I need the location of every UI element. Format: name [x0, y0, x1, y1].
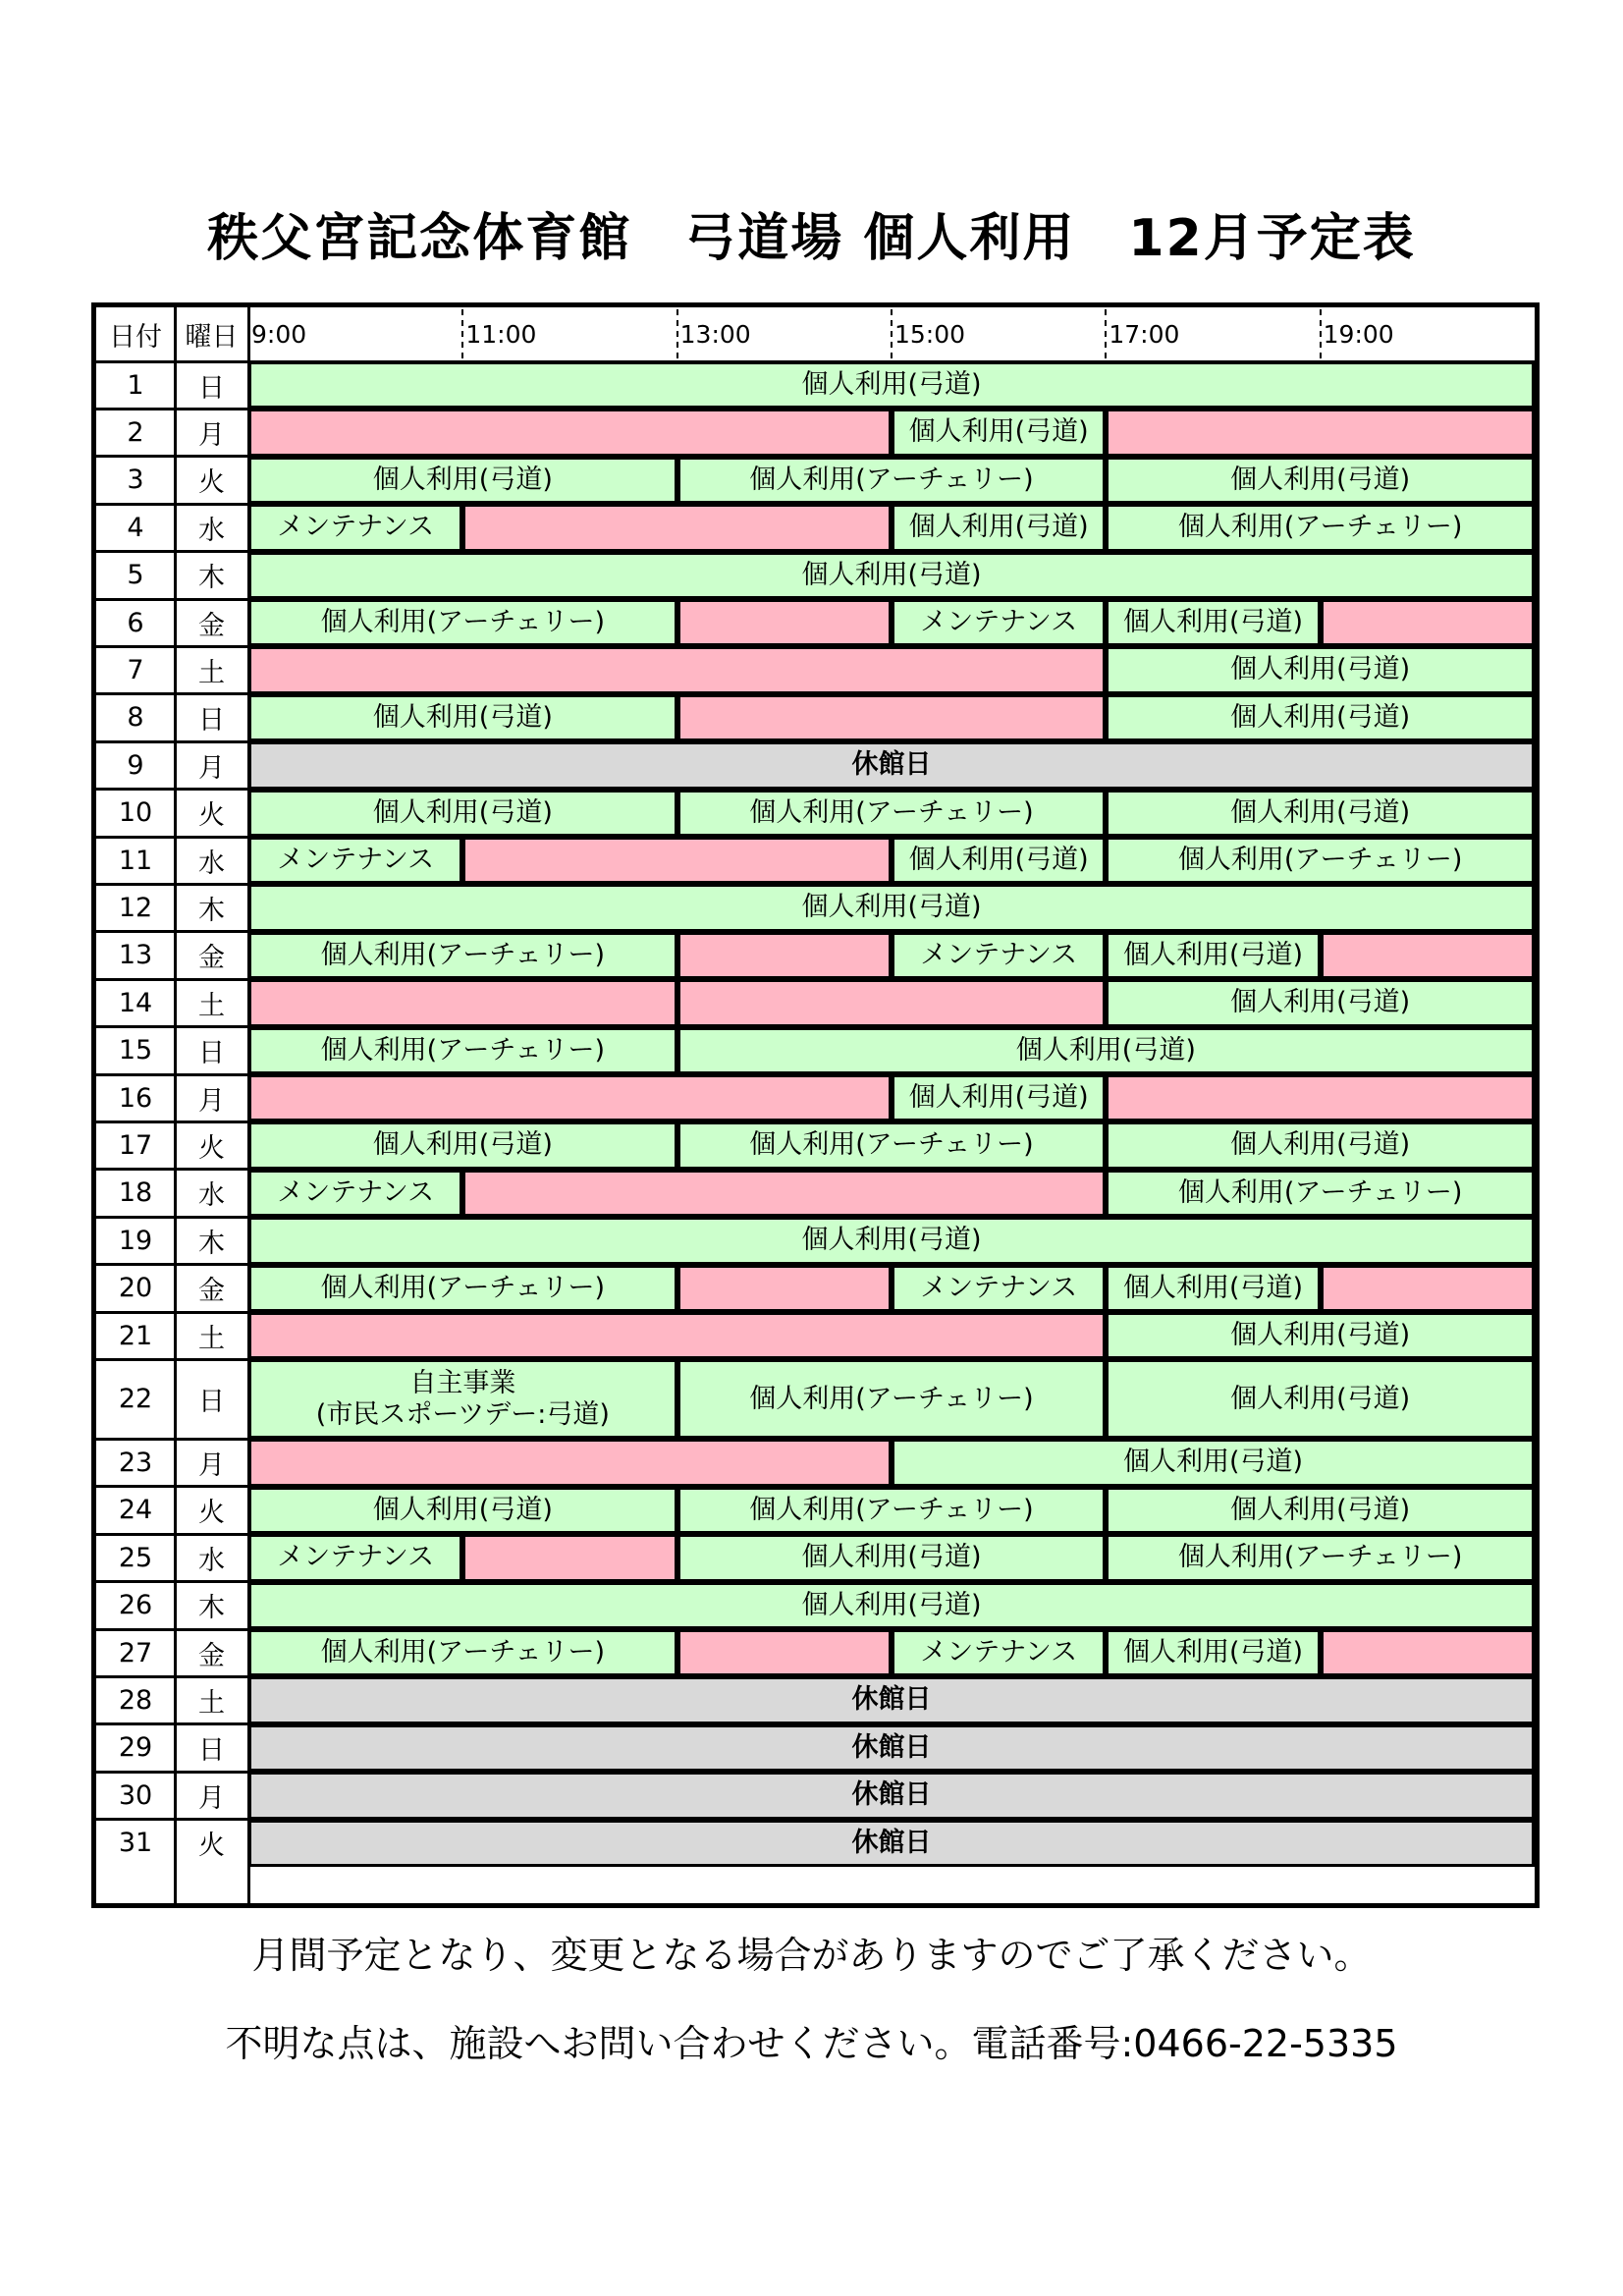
unavailable-block	[248, 1312, 1106, 1359]
schedule-block: 個人利用(弓道)	[248, 457, 677, 504]
date-cell: 1	[127, 369, 144, 401]
schedule-block: 個人利用(弓道)	[1106, 694, 1535, 741]
unavailable-block	[248, 979, 677, 1026]
notice-contact: 不明な点は、施設へお問い合わせください。電話番号:0466-22-5335	[225, 2022, 1398, 2065]
weekday-cell: 木	[198, 1228, 225, 1259]
schedule-block: 個人利用(弓道)	[1106, 932, 1320, 979]
date-cell: 16	[118, 1082, 153, 1114]
schedule-block: メンテナンス	[248, 1534, 462, 1581]
schedule-block: メンテナンス	[892, 599, 1106, 646]
date-cell: 22	[118, 1384, 153, 1415]
date-cell: 5	[127, 560, 144, 591]
weekday-cell: 木	[198, 1593, 225, 1624]
date-cell: 29	[118, 1732, 153, 1764]
unavailable-block	[1106, 409, 1535, 456]
time-label: 17:00	[1109, 320, 1180, 349]
schedule-block: 個人利用(アーチェリー)	[1106, 504, 1535, 551]
schedule-block: 個人利用(弓道)	[248, 1121, 677, 1169]
date-cell: 2	[127, 417, 144, 449]
weekday-cell: 火	[198, 800, 225, 832]
weekday-cell: 金	[198, 943, 225, 974]
unavailable-block	[677, 1265, 892, 1312]
unavailable-block	[1106, 1074, 1535, 1121]
closed-day-block: 休館日	[248, 1772, 1535, 1819]
date-cell: 19	[118, 1225, 153, 1256]
schedule-block: 個人利用(弓道)	[892, 1439, 1535, 1486]
weekday-cell: 月	[198, 420, 225, 452]
schedule-block: 個人利用(アーチェリー)	[1106, 1534, 1535, 1581]
unavailable-block	[248, 1074, 892, 1121]
date-cell: 6	[127, 607, 144, 638]
weekday-cell: 土	[198, 1323, 225, 1354]
date-cell: 13	[118, 940, 153, 971]
schedule-table	[91, 302, 1540, 1908]
schedule-block: メンテナンス	[248, 504, 462, 551]
schedule-block: 個人利用(アーチェリー)	[248, 932, 677, 979]
date-cell: 23	[118, 1448, 153, 1479]
date-cell: 15	[118, 1035, 153, 1066]
weekday-cell: 水	[198, 847, 225, 879]
unavailable-block	[462, 1534, 676, 1581]
time-label: 19:00	[1323, 320, 1394, 349]
weekday-cell: 土	[198, 658, 225, 689]
schedule-block: 個人利用(アーチェリー)	[248, 1027, 677, 1074]
date-cell: 7	[127, 655, 144, 686]
weekday-cell: 金	[198, 1640, 225, 1671]
unavailable-block	[248, 646, 1106, 693]
weekday-cell: 木	[198, 896, 225, 927]
date-cell: 8	[127, 702, 144, 734]
schedule-block: 個人利用(弓道)	[892, 504, 1106, 551]
date-cell: 3	[127, 465, 144, 496]
time-tick	[676, 309, 678, 358]
schedule-block: 個人利用(弓道)	[248, 361, 1535, 409]
date-cell: 14	[118, 987, 153, 1018]
unavailable-block	[1321, 599, 1535, 646]
weekday-cell: 火	[198, 1498, 225, 1529]
time-tick	[891, 309, 893, 358]
date-cell: 27	[118, 1637, 153, 1668]
date-cell: 21	[118, 1320, 153, 1351]
weekday-cell: 月	[198, 1085, 225, 1117]
weekday-cell: 日	[198, 1735, 225, 1767]
schedule-block: 個人利用(弓道)	[248, 1487, 677, 1534]
weekday-cell: 水	[198, 515, 225, 546]
schedule-block: 個人利用(弓道)	[1106, 457, 1535, 504]
header-date-label: 日付	[109, 322, 162, 353]
schedule-block: 個人利用(弓道)	[1106, 790, 1535, 837]
schedule-block: 個人利用(アーチェリー)	[248, 599, 677, 646]
schedule-block-label-line: 自主事業	[409, 1367, 516, 1398]
date-cell: 31	[118, 1828, 153, 1859]
date-cell: 11	[118, 845, 153, 876]
schedule-block: 個人利用(アーチェリー)	[1106, 837, 1535, 884]
time-label: 9:00	[251, 320, 307, 349]
unavailable-block	[462, 504, 892, 551]
weekday-cell: 火	[198, 467, 225, 499]
schedule-block: 個人利用(弓道)	[1106, 599, 1320, 646]
unavailable-block	[1321, 1265, 1535, 1312]
closed-day-block: 休館日	[248, 1724, 1535, 1772]
date-cell: 24	[118, 1495, 153, 1526]
schedule-block	[248, 1359, 677, 1439]
date-cell: 26	[118, 1590, 153, 1621]
weekday-cell: 火	[198, 1133, 225, 1165]
schedule-block: 個人利用(弓道)	[1106, 1265, 1320, 1312]
notice-change: 月間予定となり、変更となる場合がありますのでご了承ください。	[251, 1934, 1372, 1977]
date-cell: 12	[118, 893, 153, 924]
schedule-block: 個人利用(アーチェリー)	[248, 1629, 677, 1676]
weekday-cell: 月	[198, 752, 225, 784]
closed-day-block: 休館日	[248, 741, 1535, 789]
schedule-block: 個人利用(弓道)	[248, 694, 677, 741]
page-title: 秩父宮記念体育館 弓道場 個人利用 12月予定表	[207, 209, 1416, 268]
time-label: 11:00	[465, 320, 537, 349]
weekday-cell: 日	[198, 1387, 225, 1418]
weekday-cell: 日	[198, 1038, 225, 1069]
unavailable-block	[677, 979, 1107, 1026]
weekday-cell: 火	[198, 1831, 225, 1862]
schedule-block: メンテナンス	[892, 1629, 1106, 1676]
date-cell: 30	[118, 1779, 153, 1811]
schedule-block: 個人利用(弓道)	[892, 409, 1106, 456]
date-cell: 17	[118, 1130, 153, 1162]
unavailable-block	[462, 837, 892, 884]
schedule-block: 個人利用(弓道)	[892, 837, 1106, 884]
weekday-cell: 土	[198, 990, 225, 1021]
unavailable-block	[677, 1629, 892, 1676]
schedule-block-label-line: (市民スポーツデー:弓道)	[315, 1398, 610, 1430]
header-weekday-label: 曜日	[185, 322, 239, 353]
schedule-block: 個人利用(アーチェリー)	[677, 1487, 1107, 1534]
date-cell: 20	[118, 1273, 153, 1304]
schedule-block: 個人利用(アーチェリー)	[248, 1265, 677, 1312]
date-cell: 28	[118, 1685, 153, 1717]
schedule-block: 個人利用(アーチェリー)	[1106, 1170, 1535, 1217]
unavailable-block	[1321, 1629, 1535, 1676]
date-cell: 4	[127, 512, 144, 543]
schedule-block: メンテナンス	[248, 1170, 462, 1217]
closed-day-block: 休館日	[248, 1820, 1535, 1867]
schedule-block: 個人利用(アーチェリー)	[677, 790, 1107, 837]
weekday-cell: 土	[198, 1688, 225, 1720]
unavailable-block	[248, 409, 892, 456]
unavailable-block	[1321, 932, 1535, 979]
date-cell: 10	[118, 797, 153, 829]
schedule-block: 個人利用(弓道)	[1106, 1359, 1535, 1439]
weekday-cell: 月	[198, 1450, 225, 1482]
unavailable-block	[677, 932, 892, 979]
schedule-block: 個人利用(弓道)	[1106, 1121, 1535, 1169]
time-tick	[1105, 309, 1107, 358]
unavailable-block	[462, 1170, 1106, 1217]
time-label: 15:00	[894, 320, 966, 349]
schedule-block: 個人利用(弓道)	[677, 1027, 1535, 1074]
time-tick	[1320, 309, 1322, 358]
date-cell: 18	[118, 1177, 153, 1209]
schedule-block: 個人利用(アーチェリー)	[677, 457, 1107, 504]
time-label: 13:00	[679, 320, 751, 349]
date-cell: 9	[127, 749, 144, 781]
schedule-block: 個人利用(弓道)	[677, 1534, 1107, 1581]
schedule-block: 個人利用(弓道)	[248, 1217, 1535, 1264]
unavailable-block	[677, 694, 1107, 741]
unavailable-block	[677, 599, 892, 646]
weekday-cell: 金	[198, 1276, 225, 1307]
weekday-cell: 日	[198, 372, 225, 404]
weekday-cell: 月	[198, 1782, 225, 1814]
schedule-block: 個人利用(アーチェリー)	[677, 1121, 1107, 1169]
schedule-block: 個人利用(弓道)	[1106, 979, 1535, 1026]
schedule-block: 個人利用(アーチェリー)	[677, 1359, 1107, 1439]
schedule-block: 個人利用(弓道)	[1106, 1629, 1320, 1676]
date-cell: 25	[118, 1542, 153, 1573]
schedule-block: 個人利用(弓道)	[248, 884, 1535, 931]
schedule-block: メンテナンス	[248, 837, 462, 884]
unavailable-block	[248, 1439, 892, 1486]
closed-day-block: 休館日	[248, 1676, 1535, 1723]
weekday-cell: 木	[198, 563, 225, 594]
schedule-block: 個人利用(弓道)	[248, 1582, 1535, 1629]
schedule-block: 個人利用(弓道)	[1106, 1312, 1535, 1359]
schedule-block: メンテナンス	[892, 1265, 1106, 1312]
weekday-cell: 水	[198, 1180, 225, 1212]
weekday-cell: 水	[198, 1545, 225, 1576]
schedule-block: 個人利用(弓道)	[1106, 646, 1535, 693]
time-tick	[461, 309, 463, 358]
schedule-block: 個人利用(弓道)	[248, 790, 677, 837]
schedule-block: 個人利用(弓道)	[892, 1074, 1106, 1121]
weekday-cell: 日	[198, 705, 225, 737]
schedule-block: 個人利用(弓道)	[248, 552, 1535, 599]
weekday-cell: 金	[198, 610, 225, 641]
schedule-block: メンテナンス	[892, 932, 1106, 979]
schedule-block: 個人利用(弓道)	[1106, 1487, 1535, 1534]
